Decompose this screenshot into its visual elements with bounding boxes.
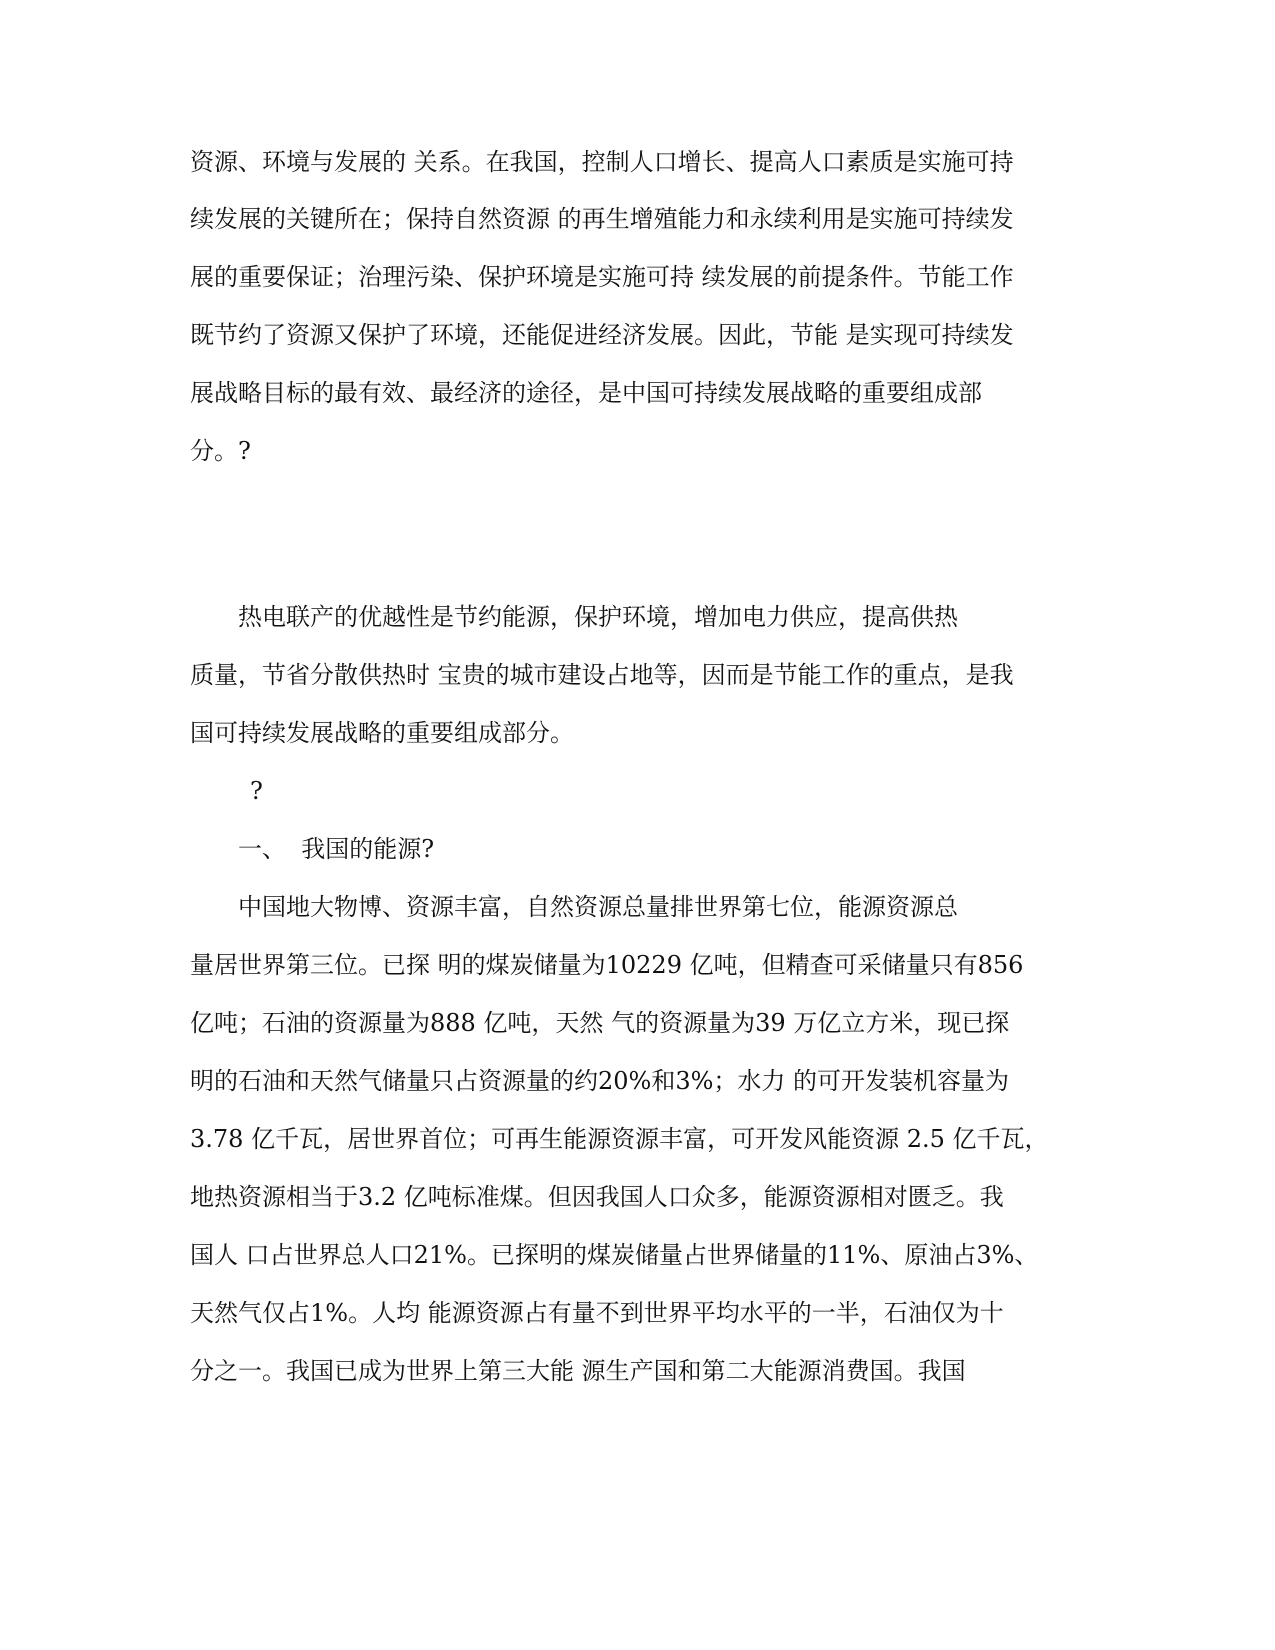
paragraph-2-line-1: 热电联产的优越性是节约能源，保护环境，增加电力供应，提高供热 — [238, 603, 958, 631]
paragraph-3-line-1: ? — [250, 777, 263, 805]
paragraph-2-line-3: 国可持续发展战略的重要组成部分。 — [190, 719, 574, 747]
paragraph-4-line-7: 国人 口占世界总人口21%。已探明的煤炭储量占世界储量的11%、原油占3%、 — [190, 1241, 1039, 1269]
section-heading: 一、 我国的能源? — [238, 835, 435, 863]
paragraph-1-line-1: 资源、环境与发展的 关系。在我国，控制人口增长、提高人口素质是实施可持 — [190, 148, 1014, 176]
paragraph-4-line-8: 天然气仅占1%。人均 能源资源占有量不到世界平均水平的一半，石油仅为十 — [190, 1299, 1004, 1327]
paragraph-1-line-5: 展战略目标的最有效、最经济的途径，是中国可持续发展战略的重要组成部 — [190, 379, 982, 407]
paragraph-4-line-9: 分之一。我国已成为世界上第三大能 源生产国和第二大能源消费国。我国 — [190, 1357, 966, 1385]
paragraph-1-line-6: 分。? — [190, 437, 251, 465]
paragraph-4-line-2: 量居世界第三位。已探 明的煤炭储量为10229 亿吨，但精查可采储量只有856 — [190, 951, 1024, 979]
paragraph-4-line-4: 明的石油和天然气储量只占资源量的约20%和3%；水力 的可开发装机容量为 — [190, 1067, 1010, 1095]
paragraph-2-line-2: 质量，节省分散供热时 宝贵的城市建设占地等，因而是节能工作的重点，是我 — [190, 661, 1014, 689]
paragraph-4-line-5: 3.78 亿千瓦，居世界首位；可再生能源资源丰富，可开发风能资源 2.5 亿千瓦， — [190, 1125, 1049, 1153]
paragraph-4-line-3: 亿吨；石油的资源量为888 亿吨，天然 气的资源量为39 万亿立方米，现已探 — [190, 1009, 1010, 1037]
paragraph-4-line-1: 中国地大物博、资源丰富，自然资源总量排世界第七位，能源资源总 — [238, 893, 958, 921]
paragraph-1-line-3: 展的重要保证；治理污染、保护环境是实施可持 续发展的前提条件。节能工作 — [190, 263, 1014, 291]
paragraph-1-line-2: 续发展的关键所在；保持自然资源 的再生增殖能力和永续利用是实施可持续发 — [190, 205, 1014, 233]
paragraph-4-line-6: 地热资源相当于3.2 亿吨标准煤。但因我国人口众多，能源资源相对匮乏。我 — [190, 1183, 1004, 1211]
paragraph-1-line-4: 既节约了资源又保护了环境，还能促进经济发展。因此，节能 是实现可持续发 — [190, 321, 1014, 349]
